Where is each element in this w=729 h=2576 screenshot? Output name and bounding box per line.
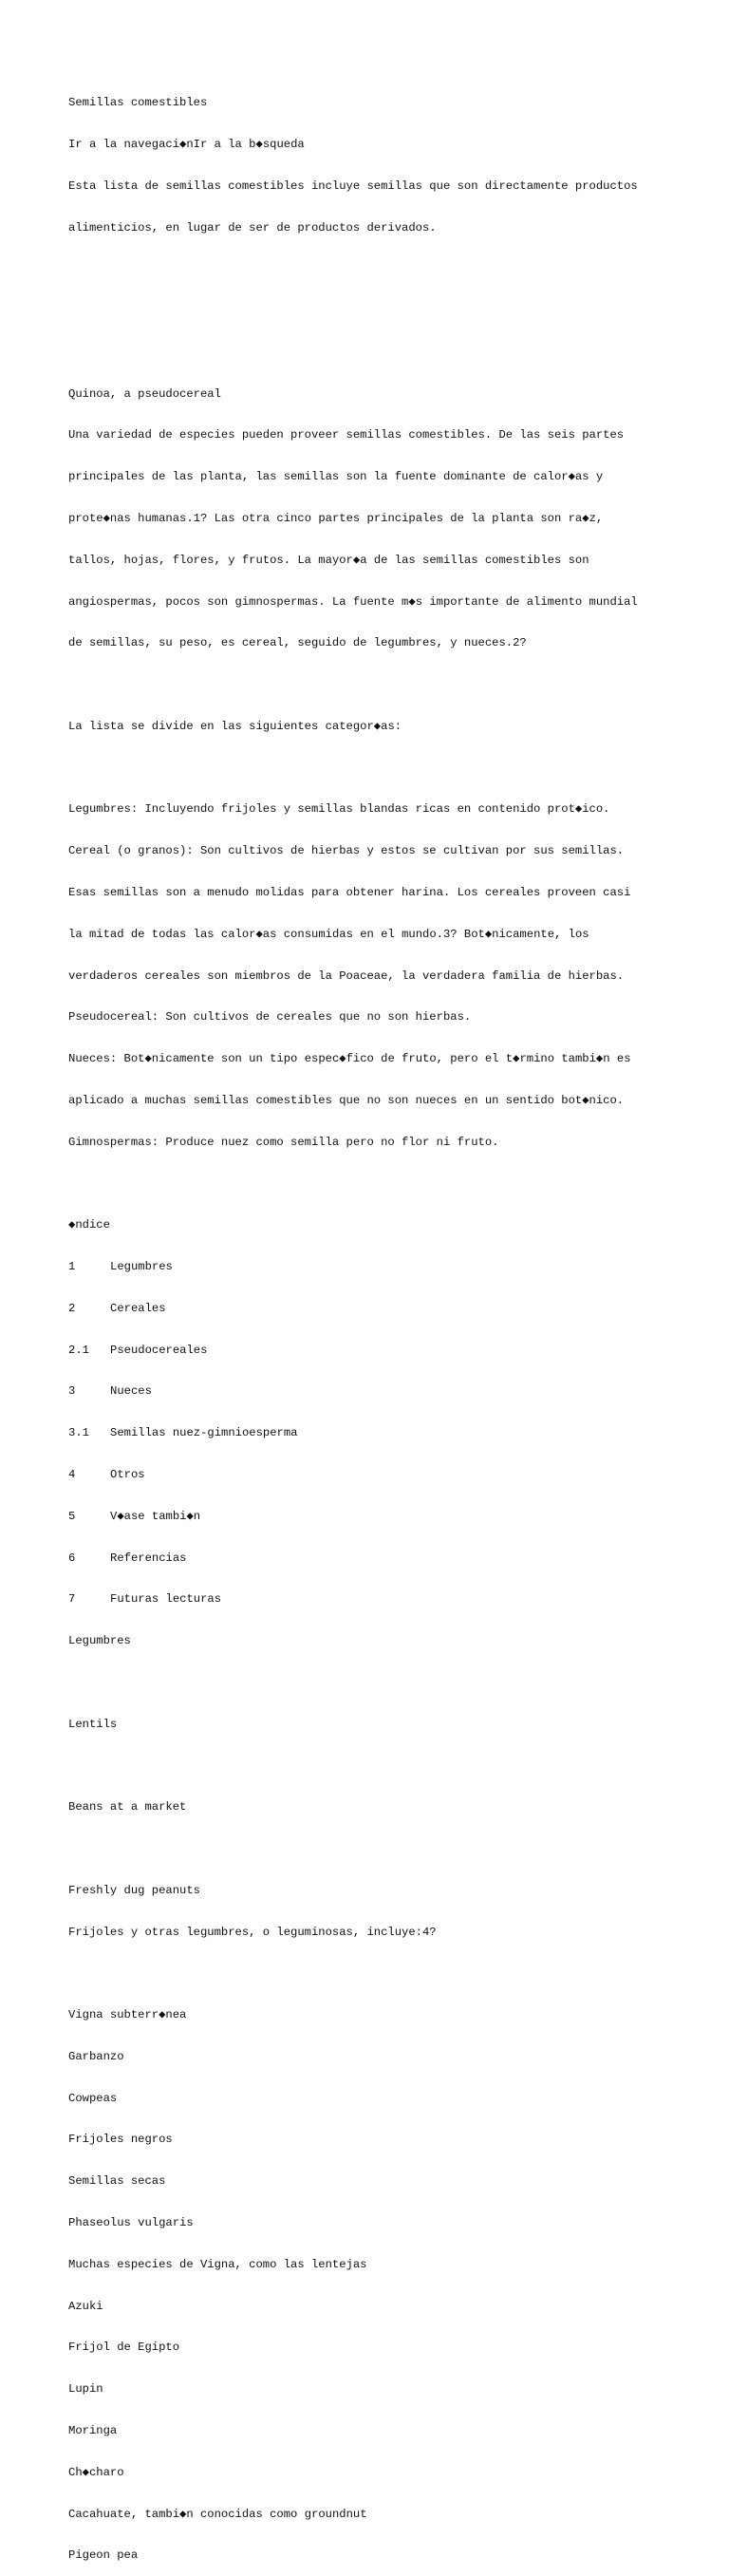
list-item: Azuki bbox=[68, 2299, 103, 2313]
list-item: Ch◆charo bbox=[68, 2465, 124, 2479]
list-item: Vigna subterr◆nea bbox=[68, 2008, 187, 2022]
toc-label: Otros bbox=[110, 1467, 145, 1481]
toc-item[interactable] bbox=[68, 1551, 695, 1566]
image-caption-beans: Beans at a market bbox=[68, 1800, 187, 1814]
list-item: Moringa bbox=[68, 2423, 118, 2437]
document-page bbox=[68, 68, 695, 2576]
toc-number: 7 bbox=[68, 1592, 76, 1607]
navigation-links[interactable]: Ir a la navegaci◆nIr a la b◆squeda bbox=[68, 137, 305, 151]
toc-label: Semillas nuez-gimnioesperma bbox=[110, 1426, 298, 1440]
spacer bbox=[68, 304, 695, 318]
toc-number: 6 bbox=[68, 1551, 76, 1565]
list-item: Muchas especies de Vigna, como las lentejas bbox=[68, 2257, 367, 2271]
paragraph-line: principales de las planta, las semillas son la fuente dominante de calor◆as y bbox=[68, 470, 604, 484]
toc-item[interactable] bbox=[68, 1592, 695, 1607]
intro-line: alimenticios, en lugar de ser de productos derivados. bbox=[68, 220, 437, 235]
list-item: Frijoles negros bbox=[68, 2133, 173, 2147]
toc-label: Futuras lecturas bbox=[110, 1592, 222, 1607]
toc-number: 2.1 bbox=[68, 1343, 89, 1357]
paragraph-line: de semillas, su peso, es cereal, seguido de legumbres, y nueces.2? bbox=[68, 636, 527, 650]
spacer bbox=[68, 262, 695, 276]
category-line: Cereal (o granos): Son cultivos de hierbas y estos se cultivan por sus semillas. bbox=[68, 844, 625, 858]
paragraph-line: prote◆nas humanas.1? Las otra cinco partes principales de la planta son ra◆z, bbox=[68, 512, 604, 525]
toc-number: 3.1 bbox=[68, 1426, 89, 1440]
category-line: aplicado a muchas semillas comestibles que no son nueces en un sentido bot◆nico. bbox=[68, 1093, 625, 1107]
list-item: Garbanzo bbox=[68, 2049, 124, 2063]
toc-label: Referencias bbox=[110, 1551, 187, 1565]
list-intro: La lista se divide en las siguientes categor◆as: bbox=[68, 719, 402, 733]
list-item: Pigeon pea bbox=[68, 2548, 139, 2563]
image-caption-quinoa: Quinoa, a pseudocereal bbox=[68, 386, 221, 401]
toc-number: 4 bbox=[68, 1467, 76, 1481]
toc-item[interactable] bbox=[68, 1510, 695, 1524]
category-line: Esas semillas son a menudo molidas para obtener harina. Los cereales proveen casi bbox=[68, 886, 631, 900]
spacer bbox=[68, 1177, 695, 1192]
toc-item[interactable] bbox=[68, 1302, 695, 1316]
category-line: Pseudocereal: Son cultivos de cereales que no son hierbas. bbox=[68, 1010, 472, 1025]
paragraph-line: Una variedad de especies pueden proveer semillas comestibles. De las seis partes bbox=[68, 428, 625, 442]
toc-label: Legumbres bbox=[110, 1260, 173, 1274]
toc-label: Nueces bbox=[110, 1384, 152, 1399]
list-item: Phaseolus vulgaris bbox=[68, 2216, 194, 2230]
toc-item[interactable] bbox=[68, 1468, 695, 1482]
toc-number: 3 bbox=[68, 1384, 76, 1399]
image-caption-lentils: Lentils bbox=[68, 1717, 118, 1731]
spacer bbox=[68, 1842, 695, 1856]
paragraph-line: tallos, hojas, flores, y frutos. La mayor◆a de las semillas comestibles son bbox=[68, 553, 589, 567]
image-caption-peanuts: Freshly dug peanuts bbox=[68, 1883, 200, 1897]
toc-item[interactable] bbox=[68, 1260, 695, 1274]
category-line: Gimnospermas: Produce nuez como semilla pero no flor ni fruto. bbox=[68, 1135, 499, 1149]
toc-label: Cereales bbox=[110, 1301, 166, 1315]
list-item: Lupin bbox=[68, 2382, 103, 2397]
intro-line: Esta lista de semillas comestibles incluye semillas que son directamente productos bbox=[68, 179, 638, 193]
toc-label: V◆ase tambi◆n bbox=[110, 1509, 201, 1523]
category-line: Legumbres: Incluyendo frijoles y semillas blandas ricas en contenido prot◆ico. bbox=[68, 802, 610, 817]
spacer bbox=[68, 762, 695, 776]
paragraph-line: angiospermas, pocos son gimnospermas. La fuente m◆s importante de alimento mundial bbox=[68, 594, 638, 609]
spacer bbox=[68, 1676, 695, 1690]
list-item: Cowpeas bbox=[68, 2091, 118, 2105]
toc-heading: ◆ndice bbox=[68, 1218, 110, 1232]
spacer bbox=[68, 1966, 695, 1981]
list-item: Semillas secas bbox=[68, 2174, 166, 2189]
toc-item[interactable] bbox=[68, 1344, 695, 1358]
spacer bbox=[68, 346, 695, 360]
category-line: Nueces: Bot◆nicamente son un tipo espec◆fico de fruto, pero el t◆rmino tambi◆n es bbox=[68, 1052, 631, 1066]
toc-item[interactable] bbox=[68, 1384, 695, 1399]
legumbres-intro: Frijoles y otras legumbres, o leguminosas, incluye:4? bbox=[68, 1925, 437, 1939]
toc-number: 5 bbox=[68, 1509, 76, 1523]
toc-number: 1 bbox=[68, 1260, 76, 1274]
toc-label: Pseudocereales bbox=[110, 1343, 208, 1357]
spacer bbox=[68, 678, 695, 692]
list-item: Frijol de Egipto bbox=[68, 2341, 180, 2355]
list-item: Cacahuate, tambi◆n conocidas como groundnut bbox=[68, 2507, 367, 2521]
spacer bbox=[68, 1758, 695, 1773]
document-title: Semillas comestibles bbox=[68, 96, 208, 110]
toc-item[interactable] bbox=[68, 1426, 695, 1440]
section-heading-legumbres: Legumbres bbox=[68, 1634, 131, 1648]
category-line: la mitad de todas las calor◆as consumidas en el mundo.3? Bot◆nicamente, los bbox=[68, 927, 589, 941]
toc-number: 2 bbox=[68, 1301, 76, 1315]
category-line: verdaderos cereales son miembros de la Poaceae, la verdadera familia de hierbas. bbox=[68, 968, 625, 983]
